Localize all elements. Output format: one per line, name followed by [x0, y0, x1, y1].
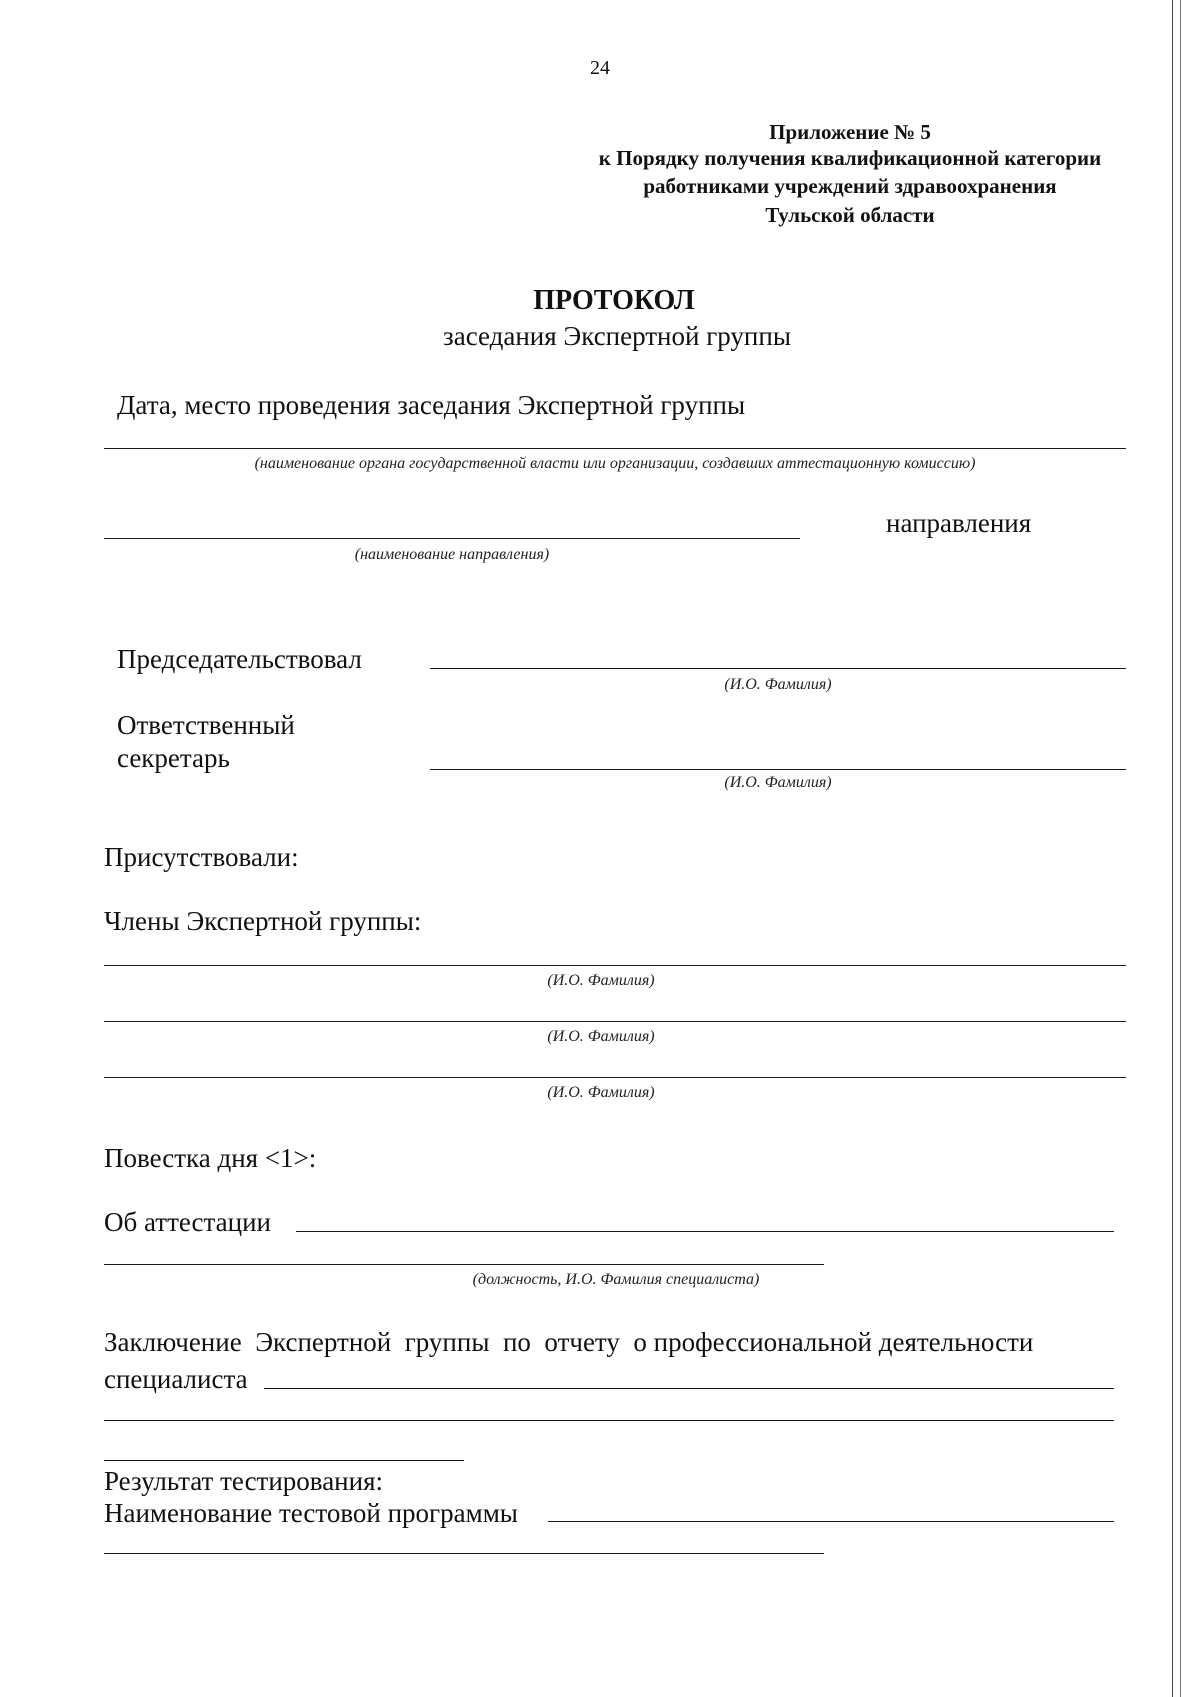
attestation-label: Об аттестации	[104, 1207, 271, 1237]
chair-label: Председательствовал	[117, 644, 362, 674]
member-hint: (И.О. Фамилия)	[547, 1028, 655, 1045]
conclusion-label: специалиста	[104, 1364, 248, 1394]
appendix-line: работниками учреждений здравоохранения	[643, 174, 1057, 198]
page-subtitle: заседания Экспертной группы	[443, 321, 791, 351]
members-label: Члены Экспертной группы:	[104, 906, 422, 936]
secretary-label: Ответственный	[117, 710, 295, 740]
page-edge-line	[1180, 0, 1181, 1697]
test-program-field-line-2[interactable]	[104, 1553, 824, 1554]
attestation-hint: (должность, И.О. Фамилия специалиста)	[472, 1271, 760, 1288]
test-program-label: Наименование тестовой программы	[104, 1498, 518, 1528]
member-hint: (И.О. Фамилия)	[547, 972, 655, 989]
member-field-line[interactable]	[104, 965, 1126, 966]
conclusion-field-line[interactable]	[264, 1388, 1114, 1389]
secretary-label: секретарь	[117, 743, 230, 773]
secretary-field-line[interactable]	[430, 769, 1126, 770]
page-edge-line	[1172, 0, 1173, 1697]
test-program-field-line[interactable]	[548, 1521, 1114, 1522]
conclusion-field-line[interactable]	[104, 1460, 464, 1461]
secretary-hint: (И.О. Фамилия)	[724, 774, 832, 791]
present-label: Присутствовали:	[104, 842, 299, 872]
appendix-number: Приложение № 5	[769, 120, 931, 144]
attestation-field-line[interactable]	[296, 1231, 1114, 1232]
attestation-field-line-2[interactable]	[104, 1264, 824, 1265]
org-field-line[interactable]	[104, 448, 1126, 449]
conclusion-label: Заключение Экспертной группы по отчету о профессиональной деятельности	[104, 1327, 1034, 1357]
page-number: 24	[590, 57, 610, 79]
chair-hint: (И.О. Фамилия)	[724, 676, 832, 693]
testing-result-label: Результат тестирования:	[104, 1466, 383, 1496]
meeting-label: Дата, место проведения заседания Экспертной группы	[117, 390, 746, 420]
conclusion-field-line[interactable]	[104, 1420, 1114, 1421]
chair-field-line[interactable]	[430, 668, 1126, 669]
agenda-label: Повестка дня <1>:	[104, 1143, 317, 1173]
page-title: ПРОТОКОЛ	[533, 285, 695, 316]
member-hint: (И.О. Фамилия)	[547, 1084, 655, 1101]
member-field-line[interactable]	[104, 1021, 1126, 1022]
direction-field-line[interactable]	[104, 538, 800, 539]
direction-suffix: направления	[886, 508, 1032, 538]
org-hint: (наименование органа государственной власти или организации, создавших аттестационную комиссию)	[254, 455, 976, 472]
direction-hint: (наименование направления)	[354, 546, 550, 563]
member-field-line[interactable]	[104, 1077, 1126, 1078]
appendix-line: Тульской области	[765, 203, 935, 227]
appendix-line: к Порядку получения квалификационной категории	[598, 146, 1102, 170]
